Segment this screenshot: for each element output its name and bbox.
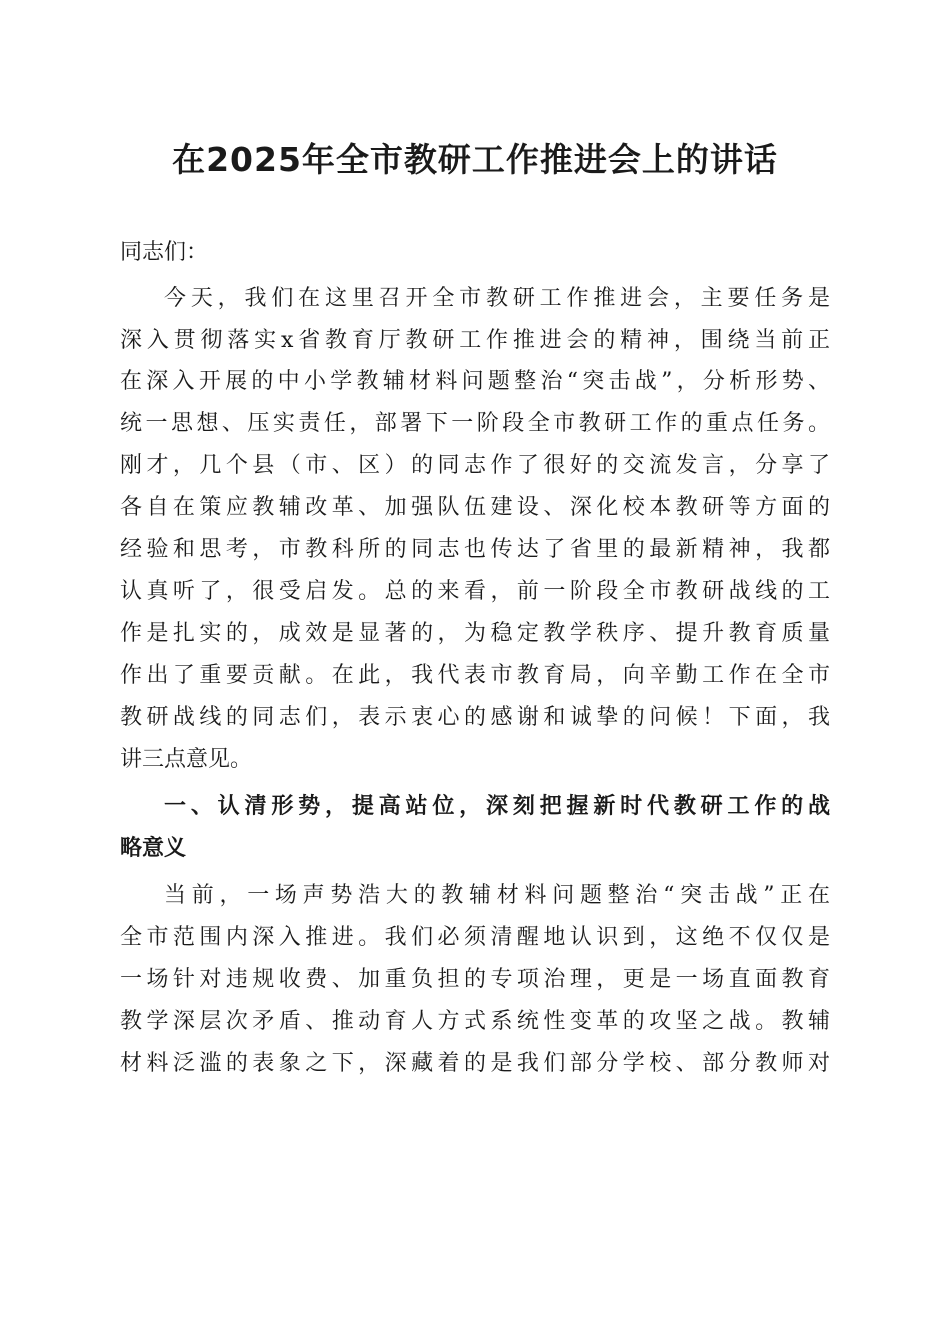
section1-line: 一场针对违规收费、加重负担的专项治理，更是一场直面教育 <box>120 967 830 992</box>
intro-line: 在深入开展的中小学教辅材料问题整治“突击战”，分析形势、 <box>120 369 830 394</box>
intro-line: 各自在策应教辅改革、加强队伍建设、深化校本教研等方面的 <box>120 495 830 520</box>
section1-line: 材料泛滥的表象之下，深藏着的是我们部分学校、部分教师对 <box>120 1051 830 1076</box>
intro-line: 作是扎实的，成效是显著的，为稳定教学秩序、提升教育质量 <box>120 621 830 646</box>
intro-line: 教研战线的同志们，表示衷心的感谢和诚挚的问候！下面，我 <box>120 705 830 730</box>
intro-line: 深入贯彻落实x省教育厅教研工作推进会的精神，围绕当前正 <box>120 328 830 353</box>
section1-line: 教学深层次矛盾、推动育人方式系统性变革的攻坚之战。教辅 <box>120 1009 830 1034</box>
intro-line: 作出了重要贡献。在此，我代表市教育局，向辛勤工作在全市 <box>120 663 830 688</box>
section1-line: 全市范围内深入推进。我们必须清醒地认识到，这绝不仅仅是 <box>120 925 830 950</box>
intro-line: 讲三点意见。 <box>120 747 253 772</box>
intro-line: 经验和思考，市教科所的同志也传达了省里的最新精神，我都 <box>120 537 830 562</box>
intro-line: 认真听了，很受启发。总的来看，前一阶段全市教研战线的工 <box>120 579 830 604</box>
intro-line: 今天，我们在这里召开全市教研工作推进会，主要任务是 <box>164 286 830 311</box>
intro-line: 刚才，几个县（市、区）的同志作了很好的交流发言，分享了 <box>120 453 830 478</box>
salutation: 同志们： <box>120 240 209 265</box>
intro-line: 统一思想、压实责任，部署下一阶段全市教研工作的重点任务。 <box>120 411 830 436</box>
section-heading-1: 一、认清形势，提高站位，深刻把握新时代教研工作的战 <box>164 794 830 819</box>
document-title: 在2025年全市教研工作推进会上的讲话 <box>172 140 778 179</box>
section1-line: 当前，一场声势浩大的教辅材料问题整治“突击战”正在 <box>164 883 830 908</box>
section-heading-1-cont: 略意义 <box>120 836 187 861</box>
